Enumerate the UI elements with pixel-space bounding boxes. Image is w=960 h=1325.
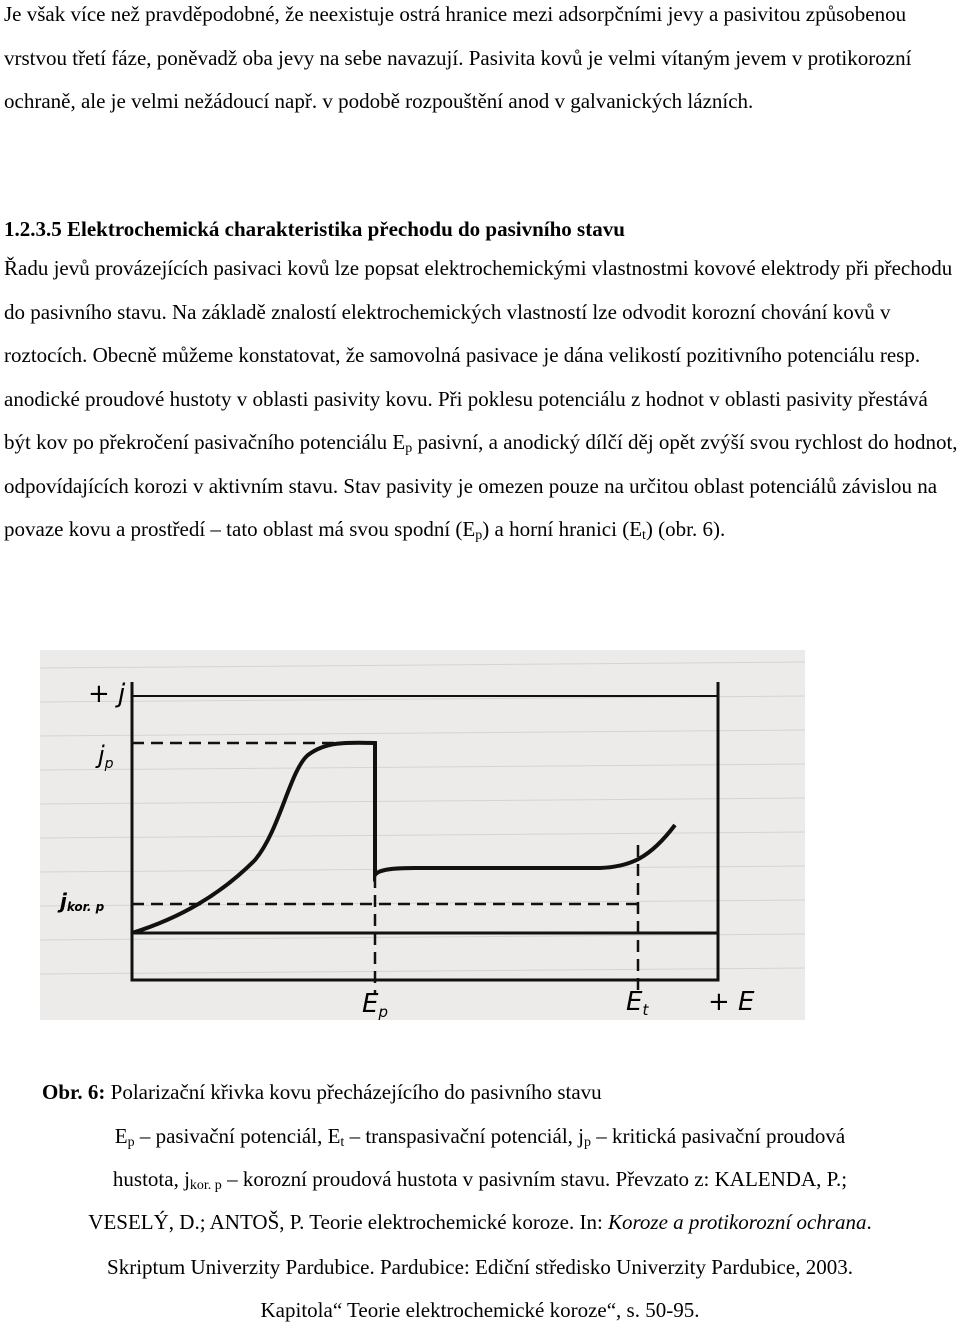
- jkor-label: jkor. p: [60, 889, 105, 914]
- ep-label: Ep: [362, 989, 388, 1020]
- et-label: Et: [626, 987, 649, 1019]
- caption-line-3: hustota, $j_{kor. p}$ – korozní proudová hustota v pasivním stavu. Převzato z: KALENDA, P.;: [112, 1167, 848, 1193]
- caption-line-5: Skriptum Univerzity Pardubice. Pardubice: Ediční středisko Univerzity Pardubice, 2003.: [107, 1255, 853, 1279]
- x-axis-label: + E: [708, 987, 755, 1017]
- paragraph-intro: Je však více než pravděpodobné, že neexistuje ostrá hranice mezi adsorpčními jevy a pasivitou způsobenou vrstvou třetí fáze, poněvadž oba jevy na sebe navazují. Pasivita kovů je velmi vítaným jevem v protikorozní ochraně, ale je velmi nežádoucí např. v podobě rozpouštění anod v galvanických lázních.: [4, 2, 912, 113]
- figure-caption-title: Obr. 6: Polarizační křivka kovu přecházejícího do pasivního stavu: [42, 1080, 602, 1104]
- jp-label: $j_p$: [98, 741, 114, 772]
- y-axis-label: + j: [88, 679, 126, 709]
- polarization-curve-svg: [40, 650, 805, 1020]
- section-heading: 1.2.3.5 Elektrochemická charakteristika přechodu do pasivního stavu: [4, 217, 625, 241]
- caption-line-2: $E_p$ – pasivační potenciál, $E_t$ – transpasivační potenciál, $j_p$ – kritická pasivační proudová: [114, 1124, 846, 1150]
- polarization-curve-figure: [40, 650, 805, 1020]
- caption-line-6: Kapitola“ Teorie elektrochemické koroze“, s. 50-95.: [260, 1298, 700, 1322]
- paragraph-main: Řadu jevů provázejících pasivaci kovů lze popsat elektrochemickými vlastnostmi kovové elektrody při přechodu do pasivního stavu. Na základě znalostí elektrochemických vlastností lze odvodit korozní chování kovů v roztocích. Obecně můžeme konstatovat, že samovolná pasivace je dána velikostí pozitivního potenciálu resp. anodické proudové hustoty v oblasti pasivity kovu. Při poklesu potenciálu z hodnot v oblasti pasivity přestává být kov po překročení pasivačního potenciálu $E_p$ pasivní, a anodický dílčí děj opět zvýší svou rychlost do hodnot, odpovídajících korozi v aktivním stavu. Stav pasivity je omezen pouze na určitou oblast potenciálů závislou na povaze kovu a prostředí – tato oblast má svou spodní $(E_p)$ a horní hranici $(E_t)$ (obr. 6).: [4, 256, 958, 543]
- caption-line-4: VESELÝ, D.; ANTOŠ, P. Teorie elektrochemické koroze. In: Koroze a protikorozní ochrana.: [88, 1210, 872, 1234]
